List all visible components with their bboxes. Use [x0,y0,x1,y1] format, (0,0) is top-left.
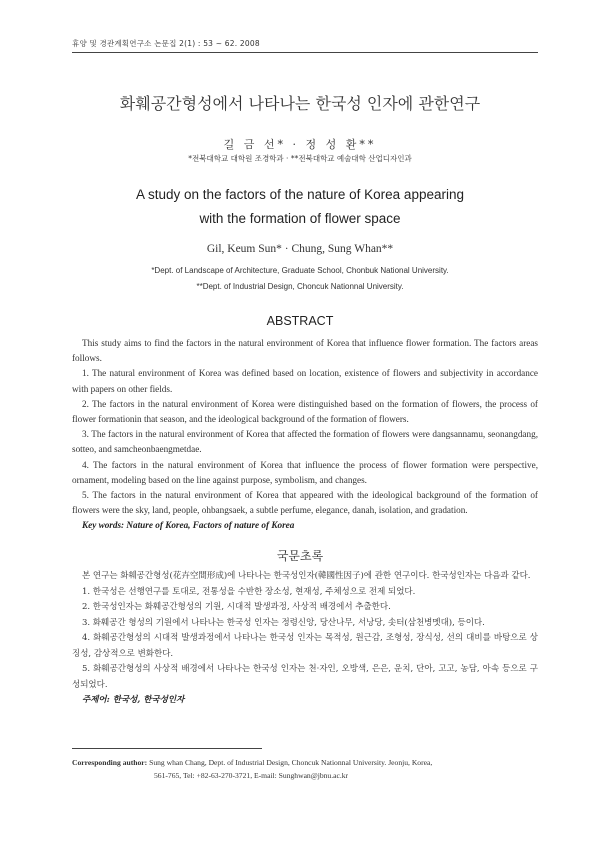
abstract-body [72,336,538,534]
korean-abstract-paragraph: 3. 화훼공간 형성의 기원에서 나타나는 한국성 인자는 정령신앙, 당산나무, 서낭당, 솟터(삼천병멧대), 등이다. [82,617,485,628]
korean-abstract-paragraph: 4. 화훼공간형성의 시대적 발생과정에서 나타나는 한국성 인자는 목적성, 원근감, 조형성, 장식성, 선의 대비를 바탕으로 상징성, 감상적으로 변화한다. [72,633,538,659]
affiliation-english-2: **Dept. of Industrial Design, Choncuk Nationnal University. [196,282,404,291]
corresponding-author-footnote [72,756,542,782]
running-head: 휴양 및 경관계획연구소 논문집 2(1) : 53 ~ 62. 2008 [72,39,260,48]
authors-korean: 길 금 선* · 정 성 환** [223,138,377,151]
korean-abstract-heading: 국문초록 [276,549,324,563]
affiliation-korean: *전북대학교 대학원 조경학과 · **전북대학교 예술대학 산업디자인과 [188,154,412,163]
title-korean: 화훼공간형성에서 나타나는 한국성 인자에 관한연구 [119,94,481,113]
header-divider [72,52,538,53]
affiliation-english-1: *Dept. of Landscape of Architecture, Graduate School, Chonbuk National University. [151,266,449,275]
title-english-line-2: with the formation of flower space [199,211,401,226]
korean-abstract-body [72,569,538,709]
footnote-line-1: Sung whan Chang, Dept. of Industrial Design, Choncuk Nationnal University. Jeonju, Korea, [149,758,433,767]
abstract-keywords: Key words: Nature of Korea, Factors of nature of Korea [82,520,295,531]
authors-english: Gil, Keum Sun* · Chung, Sung Whan** [206,243,394,255]
abstract-paragraph: 5. The factors in the natural environment of Korea that appeared with the ideological background of the formation of flowers were the sky, land, people, ohbangsaek, a subtle perfume, elegance, danah, isolation, and gradation. [72,490,538,516]
korean-keywords: 주제어: 한국성, 한국성인자 [82,695,185,705]
abstract-paragraph: This study aims to find the factors in the natural environment of Korea that influence flower formation. The factors areas follows. [72,338,538,364]
korean-abstract-paragraph: 2. 한국성인자는 화훼공간형성의 기원, 시대적 발생과정, 사상적 배경에서 추출한다. [82,602,391,612]
abstract-heading: ABSTRACT [266,314,334,328]
abstract-paragraph: 1. The natural environment of Korea was defined based on location, existence of flowers and subjectivity in accordance with papers on other fields. [72,368,538,394]
footnote-line-2: 561-765, Tel: +82-63-270-3721, E-mail: Sunghwan@jbnu.ac.kr [154,771,349,780]
title-english [0,183,600,231]
footnote-divider [72,748,262,749]
korean-abstract-paragraph: 본 연구는 화훼공간형성(花卉空間形成)에 나타나는 한국성인자(韓國性因子)에 관한 연구이다. 한국성인자는 다음과 같다. [82,571,531,581]
korean-abstract-paragraph: 1. 한국성은 선행연구를 토대로, 전통성을 수반한 장소성, 현재성, 주체성으로 전제 되었다. [82,586,416,597]
abstract-paragraph: 3. The factors in the natural environment of Korea that affected the formation of flowers were dangsannamu, seonangdang, sotteo, and samcheonbaengmetdae. [72,429,538,455]
footnote-label: Corresponding author: [72,758,148,767]
abstract-paragraph: 2. The factors in the natural environment of Korea were distinguished based on the formation of flowers, the process of flower formationin that season, and the ideological background of the formation of flowers. [72,398,538,425]
title-english-line-1: A study on the factors of the nature of Korea appearing [136,187,464,202]
abstract-paragraph: 4. The factors in the natural environment of Korea that influence the process of flower formation were perspective, ornament, modeling based on the line against purpose, symbolism, and changes. [72,459,538,485]
korean-abstract-paragraph: 5. 화훼공간형성의 사상적 배경에서 나타나는 한국성 인자는 천·자인, 오방색, 은은, 운치, 단아, 고고, 농담, 아속 등으로 구성되었다. [72,664,538,690]
